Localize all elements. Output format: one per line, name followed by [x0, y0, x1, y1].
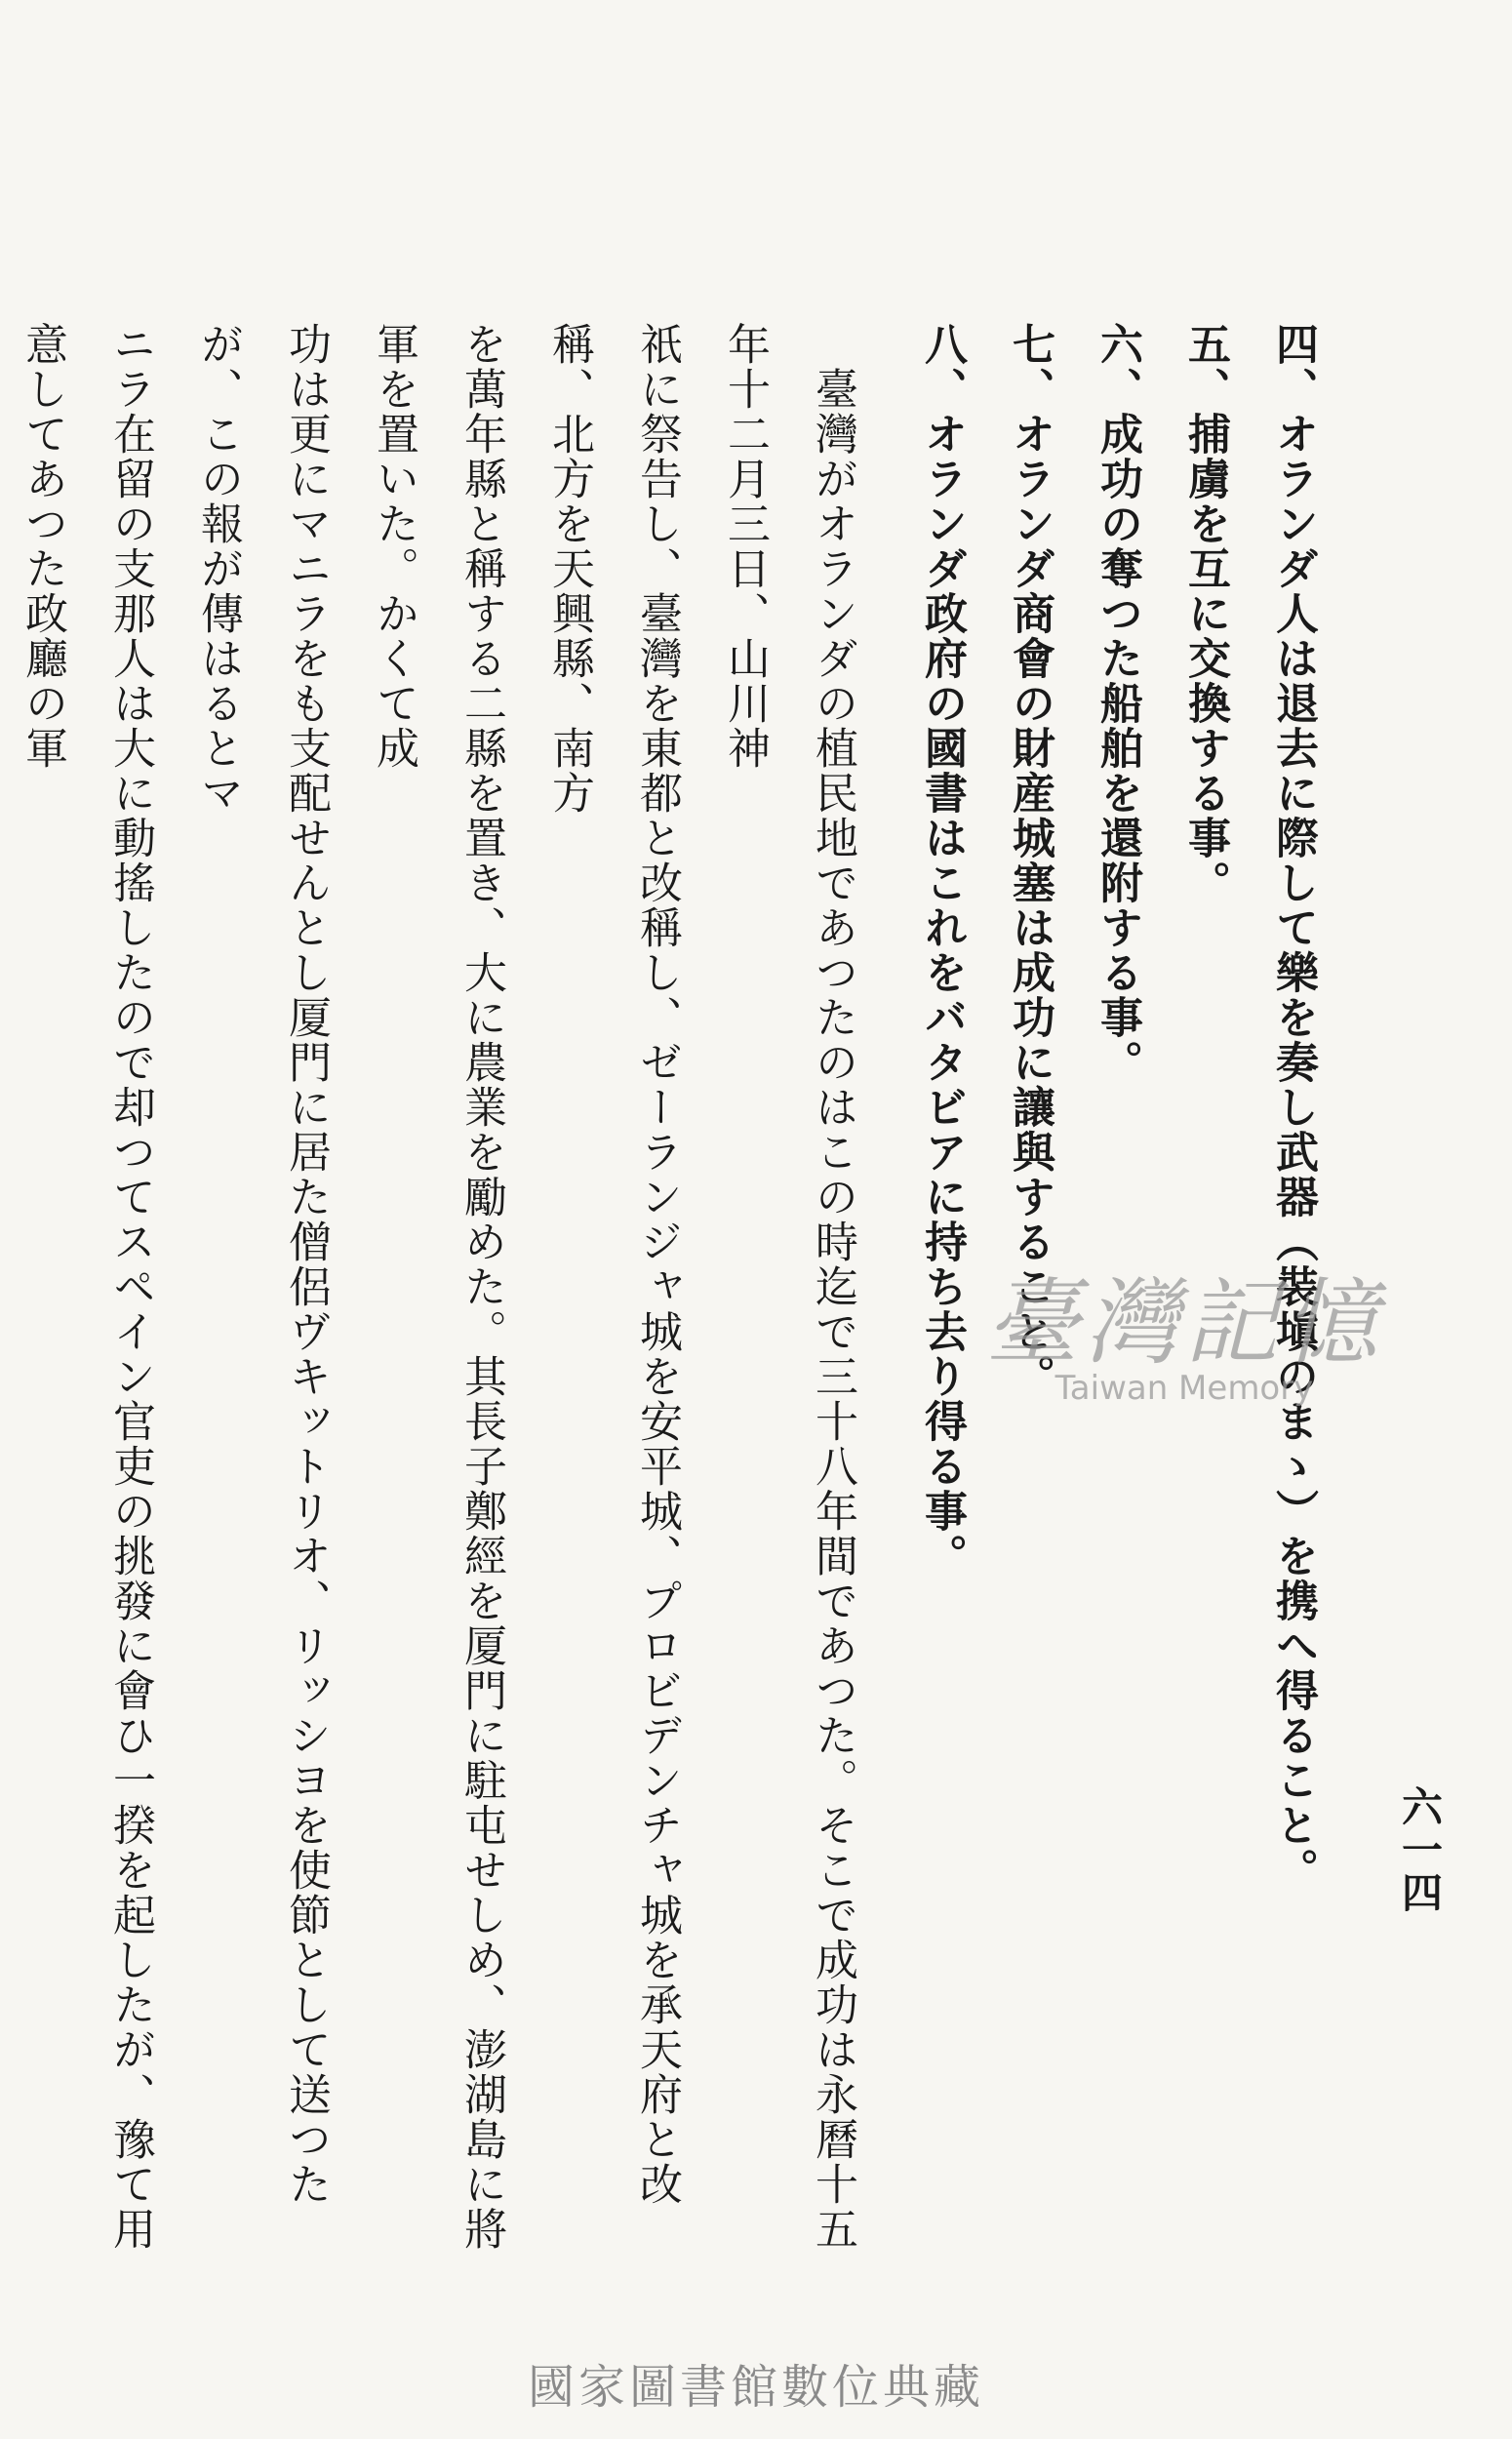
list-item: 六、成功の奪つた船舶を還附する事。 [1093, 322, 1142, 1085]
page-number: 六一四 [1396, 1785, 1444, 1914]
text-column: ニラ在留の支那人は大に動搖したので却つてスペイン官吏の挑發に會ひ一揆を起したが、豫て用意してあつた政廳の軍 [18, 322, 155, 2252]
list-item: 八、オランダ政府の國書はこれをバタビアに持ち去り得る事。 [917, 322, 967, 1579]
footer-caption: 國家圖書館數位典藏 [527, 2360, 984, 2415]
text-column: 功は更にマニラをも支配せんとし厦門に居た僧侶ヴキットリオ、リッシヨを使節として送つたが、この報が傳はるとマ [193, 322, 331, 2207]
watermark [985, 1249, 1383, 1408]
text-column: 祇に祭告し、臺灣を東都と改稱し、ゼーランジャ城を安平城、プロビデンチャ城を承天府と改稱、北方を天興縣、南方 [544, 322, 682, 2207]
watermark-caption: Taiwan Memory [1054, 1369, 1314, 1408]
watermark-logo: 臺灣記憶 [985, 1268, 1383, 1378]
text-column: 臺灣がオランダの植民地であつたのはこの時迄で三十八年間であつた。そこで成功は永曆十五年十二月三日、山川神 [720, 322, 857, 2252]
text-column: を萬年縣と稱する二縣を置き、大に農業を勵めた。其長子鄭經を厦門に駐屯せしめ、澎湖島に將軍を置いた。かくて成 [369, 322, 506, 2252]
list-item: 五、捕虜を互に交換する事。 [1180, 322, 1230, 905]
column-spacer [876, 322, 897, 2254]
list-item: 四、オランダ人は退去に際して樂を奏し武器（裝塡のまゝ）を携へ得ること。 [1268, 322, 1318, 1893]
list-item: 七、オランダ商會の財産城塞は成功に讓與すること。 [1005, 322, 1054, 1399]
